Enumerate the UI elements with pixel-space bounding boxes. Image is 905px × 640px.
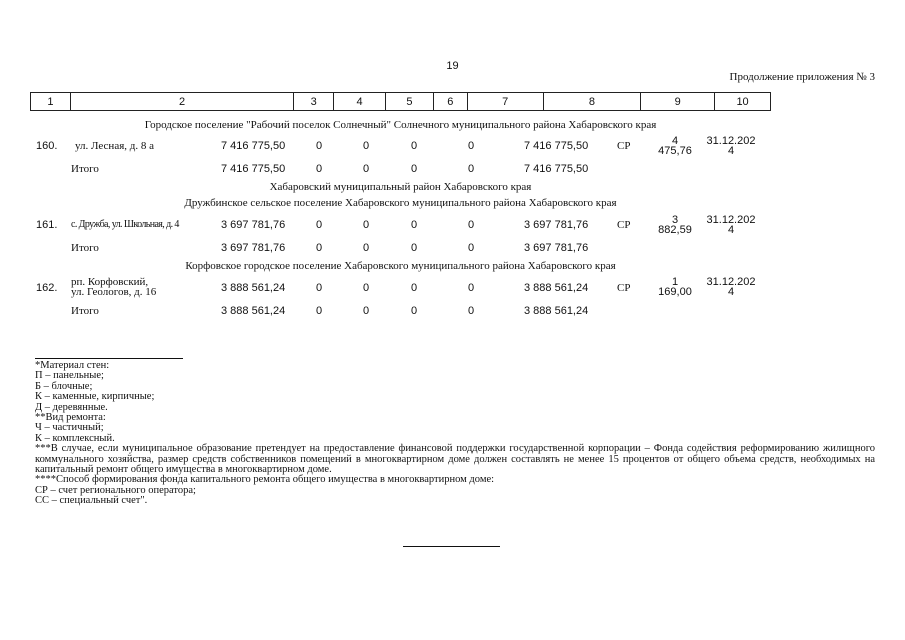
total-label: Итого	[71, 242, 99, 254]
column-header-9: 9	[641, 93, 715, 110]
row-col10	[650, 277, 700, 297]
row-col9: СР	[617, 140, 631, 152]
total-col5: 0	[363, 305, 370, 317]
row-address: ул. Лесная, д. 8 а	[75, 140, 154, 152]
row-col7: 0	[468, 219, 475, 231]
row-col10-line2: 882,59	[658, 224, 692, 236]
total-col6: 0	[411, 305, 418, 317]
total-col4: 0	[316, 163, 323, 175]
row-col10-line1: 1	[671, 276, 679, 288]
column-header-1: 1	[31, 93, 71, 110]
row-address-line2: ул. Геологов, д. 16	[71, 286, 157, 298]
row-col3: 3 888 561,24	[221, 282, 286, 294]
row-col11-line2: 4	[727, 145, 735, 157]
row-col11	[703, 215, 759, 235]
row-col3: 7 416 775,50	[221, 140, 286, 152]
row-col4: 0	[316, 282, 323, 294]
row-number: 162.	[36, 282, 58, 294]
row-col7: 0	[468, 140, 475, 152]
total-col4: 0	[316, 305, 323, 317]
total-col3: 3 697 781,76	[221, 242, 286, 254]
total-col8: 3 697 781,76	[524, 242, 589, 254]
footnotes	[35, 361, 875, 507]
footnote-separator	[35, 358, 183, 359]
row-col10	[650, 136, 700, 156]
row-col10-line1: 4	[671, 135, 679, 147]
row-col10-line2: 475,76	[658, 145, 692, 157]
section-title: Дружбинское сельское поселение Хабаровского муниципального района Хабаровского края	[184, 197, 617, 209]
total-col5: 0	[363, 242, 370, 254]
total-col3: 7 416 775,50	[221, 163, 286, 175]
column-header-4: 4	[334, 93, 386, 110]
row-col4: 0	[316, 219, 323, 231]
total-col8: 3 888 561,24	[524, 305, 589, 317]
row-col11-line1: 31.12.202	[706, 214, 756, 226]
row-col5: 0	[363, 219, 370, 231]
footnote-line: **Вид ремонта:	[35, 412, 106, 424]
total-col3: 3 888 561,24	[221, 305, 286, 317]
footnote-line: К – комплексный.	[35, 432, 115, 444]
section-title: Хабаровский муниципальный район Хабаровского края	[269, 181, 532, 193]
page-number: 19	[446, 60, 459, 72]
total-col7: 0	[468, 305, 475, 317]
section-title: Городское поселение "Рабочий поселок Солнечный" Солнечного муниципального района Хабаровского края	[144, 119, 657, 131]
total-col6: 0	[411, 163, 418, 175]
row-col10-line2: 169,00	[658, 286, 692, 298]
column-header-8: 8	[544, 93, 642, 110]
footnote-line: СС – специальный счет".	[35, 495, 148, 507]
row-col10-line1: 3	[671, 214, 679, 226]
total-col6: 0	[411, 242, 418, 254]
row-address: с. Дружба, ул. Школьная, д. 4	[71, 219, 179, 230]
footnote-line: Б – блочные;	[35, 380, 93, 392]
footnote-line: К – каменные, кирпичные;	[35, 391, 155, 403]
total-label: Итого	[71, 163, 99, 175]
row-col5: 0	[363, 140, 370, 152]
row-col6: 0	[411, 219, 418, 231]
continuation-label: Продолжение приложения № 3	[729, 71, 875, 83]
column-header-2: 2	[71, 93, 294, 110]
section-title: Корфовское городское поселение Хабаровского муниципального района Хабаровского края	[185, 260, 616, 272]
row-col8: 7 416 775,50	[524, 140, 589, 152]
row-col9: СР	[617, 219, 631, 231]
row-col11-line2: 4	[727, 286, 735, 298]
row-col7: 0	[468, 282, 475, 294]
footnote-line: Ч – частичный;	[35, 422, 104, 434]
column-header-3: 3	[294, 93, 334, 110]
end-separator	[403, 546, 500, 547]
row-col8: 3 888 561,24	[524, 282, 589, 294]
row-col4: 0	[316, 140, 323, 152]
footnote-paragraph: ***В случае, если муниципальное образование претендует на предоставление финансовой поддержки государственной корпорации – Фонда содействия реформированию жилищного коммунального хозяйства, размер средств собственников помещений в многоквартирном доме должен составлять не менее 15 процентов от общего объема средств, необходимых на капитальный ремонт общего имущества в многоквартирном доме.	[35, 443, 875, 476]
row-number: 160.	[36, 140, 58, 152]
row-col3: 3 697 781,76	[221, 219, 286, 231]
row-address-line1: рп. Корфовский,	[71, 276, 149, 288]
row-col11-line1: 31.12.202	[706, 276, 756, 288]
total-col4: 0	[316, 242, 323, 254]
footnote-line: СР – счет регионального оператора;	[35, 484, 196, 496]
footnote-line: П – панельные;	[35, 370, 104, 382]
row-col6: 0	[411, 282, 418, 294]
column-header-10: 10	[736, 95, 749, 108]
footnote-line: ****Способ формирования фонда капитального ремонта общего имущества в многоквартирном доме:	[35, 474, 495, 486]
row-col9: СР	[617, 282, 631, 294]
column-header-7: 7	[468, 93, 544, 110]
row-number: 161.	[36, 219, 58, 231]
footnote-line: Д – деревянные.	[35, 401, 108, 413]
total-label: Итого	[71, 305, 99, 317]
footnote-line: *Материал стен:	[35, 360, 110, 371]
row-col11	[703, 136, 759, 156]
row-col11-line2: 4	[727, 224, 735, 236]
row-col8: 3 697 781,76	[524, 219, 589, 231]
row-col11-line1: 31.12.202	[706, 135, 756, 147]
total-col5: 0	[363, 163, 370, 175]
row-col5: 0	[363, 282, 370, 294]
table-header-row	[30, 92, 771, 111]
column-header-6: 6	[434, 93, 468, 110]
row-col11	[703, 277, 759, 297]
row-address	[71, 277, 156, 297]
total-col7: 0	[468, 163, 475, 175]
row-col10	[650, 215, 700, 235]
column-header-5: 5	[386, 93, 434, 110]
row-col6: 0	[411, 140, 418, 152]
total-col7: 0	[468, 242, 475, 254]
total-col8: 7 416 775,50	[524, 163, 589, 175]
